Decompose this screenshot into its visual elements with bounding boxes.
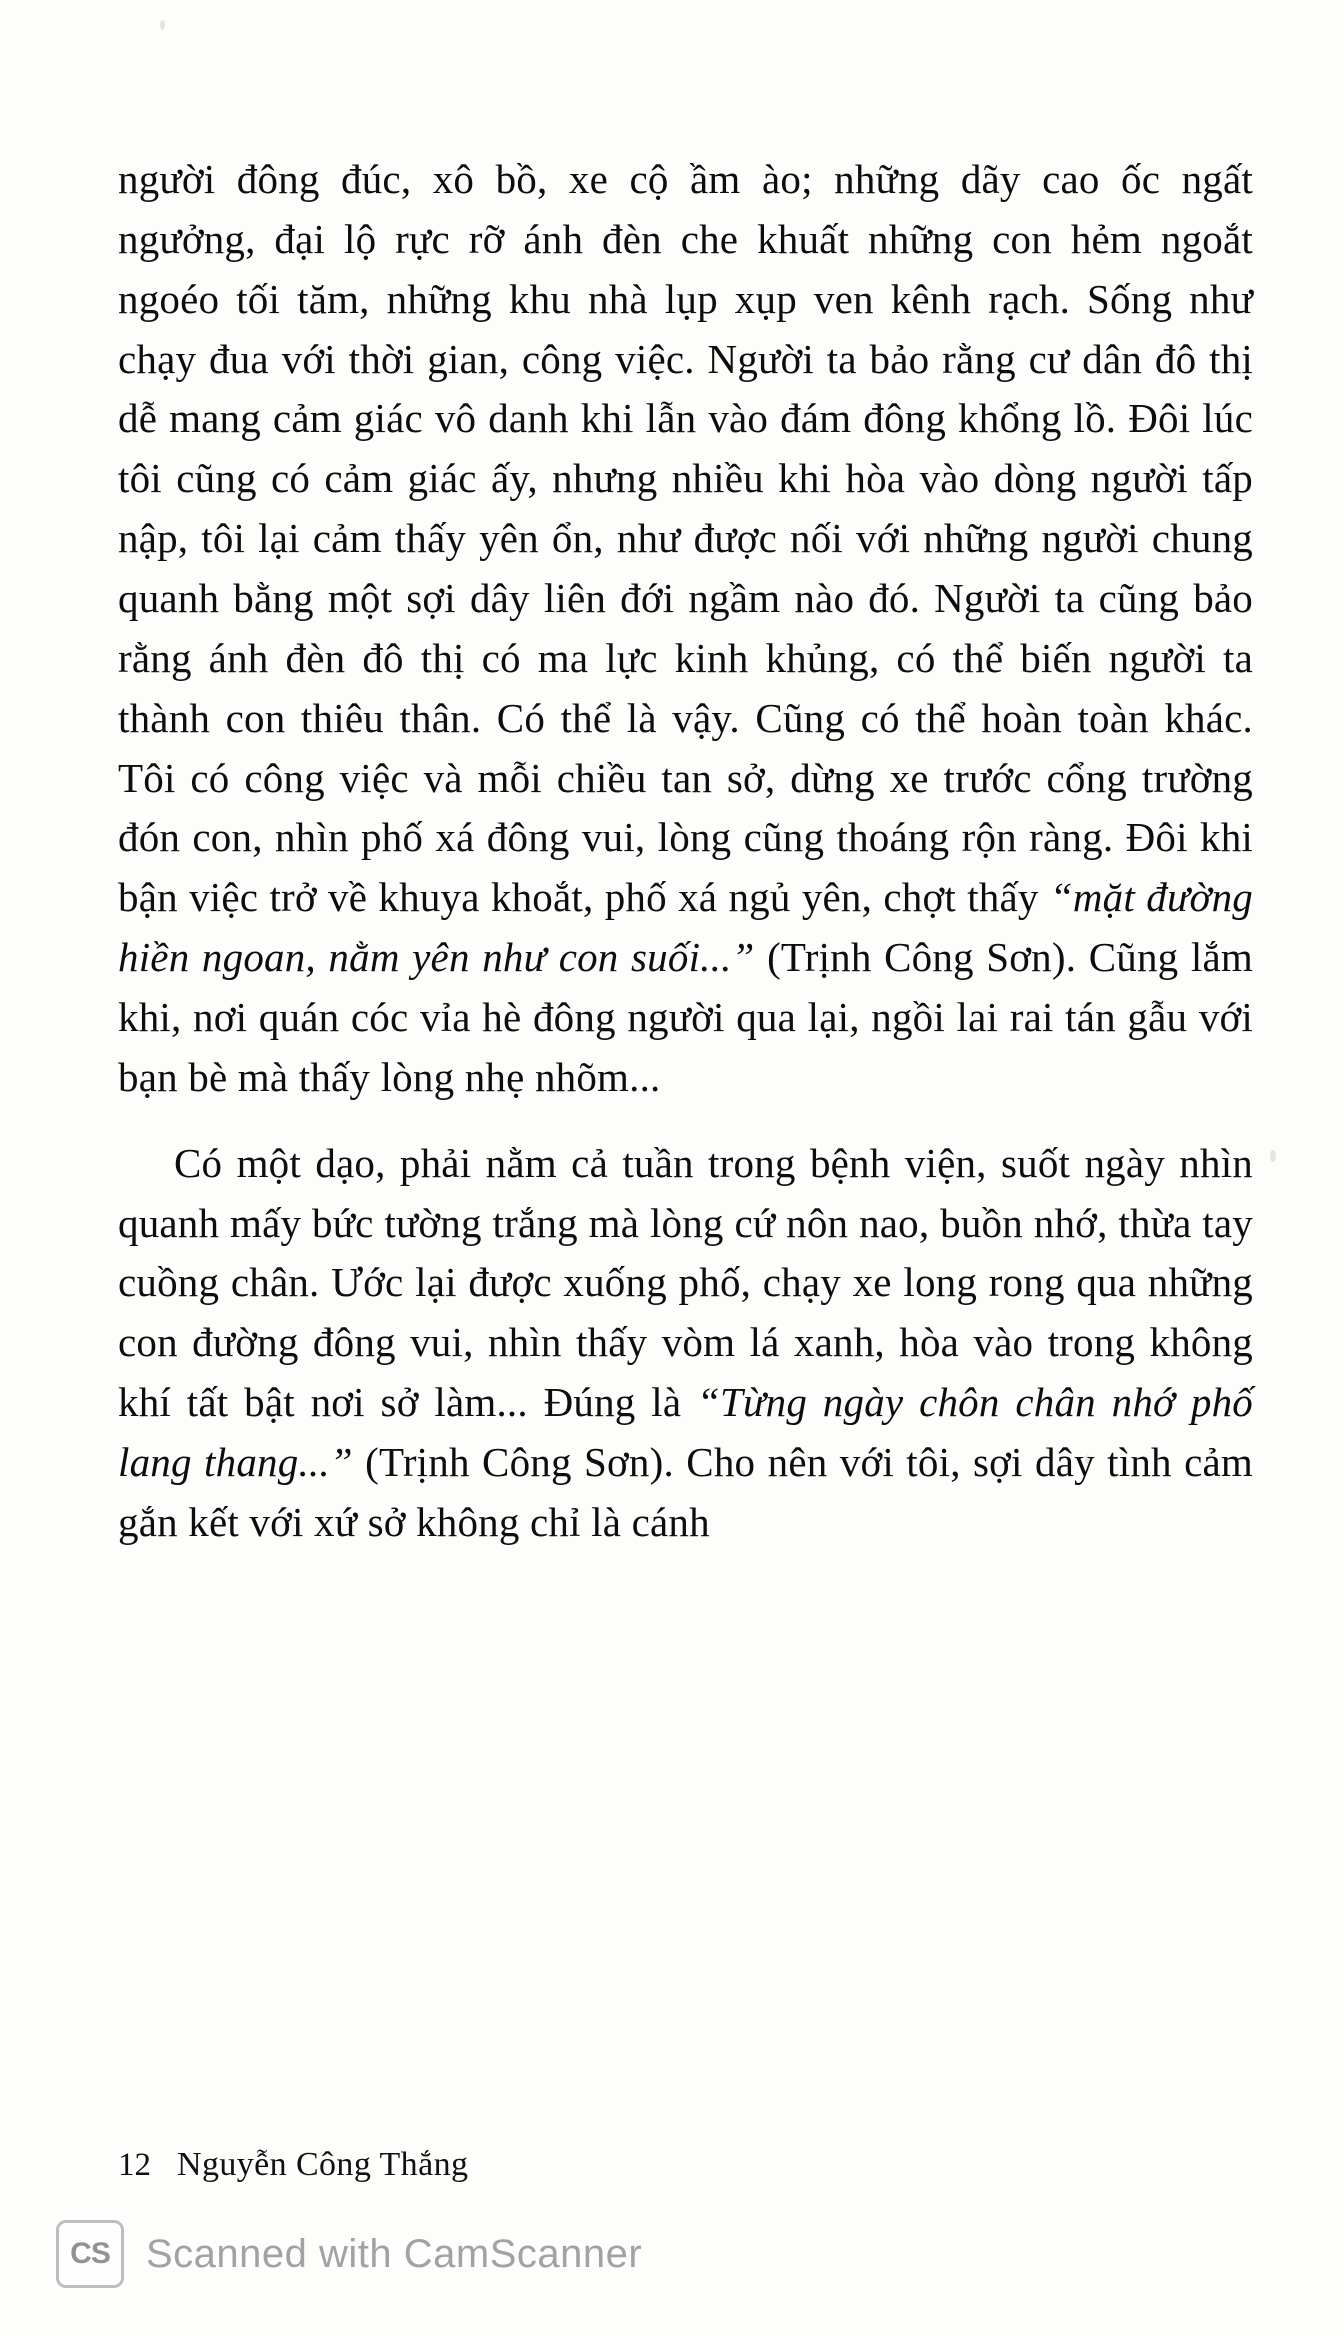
page-footer bbox=[118, 2146, 468, 2184]
paragraph-2-text-after: (Trịnh Công Sơn). Cho nên với tôi, sợi dây tình cảm gắn kết với xứ sở không chỉ là cánh bbox=[118, 1439, 1253, 1545]
page-number: 12 bbox=[118, 2147, 151, 2183]
paragraph-1-text: người đông đúc, xô bồ, xe cộ ầm ào; những dãy cao ốc ngất ngưởng, đại lộ rực rỡ ánh đèn che khuất những con hẻm ngoắt ngoéo tối tăm, những khu nhà lụp xụp ven kênh rạch. Sống như chạy đua với thời gian, công việc. Người ta bảo rằng cư dân đô thị dễ mang cảm giác vô danh khi lẫn vào đám đông khổng lồ. Đôi lúc tôi cũng có cảm giác ấy, nhưng nhiều khi hòa vào dòng người tấp nập, tôi lại cảm thấy yên ổn, như được nối với những người chung quanh bằng một sợi dây liên đới ngầm nào đó. Người ta cũng bảo rằng ánh đèn đô thị có ma lực kinh khủng, có thể biến người ta thành con thiêu thân. Có thể là vậy. Cũng có thể hoàn toàn khác. Tôi có công việc và mỗi chiều tan sở, dừng xe trước cổng trường đón con, nhìn phố xá đông vui, lòng cũng thoáng rộn ràng. Đôi khi bận việc trở về khuya khoắt, phố xá ngủ yên, chợt thấy bbox=[118, 156, 1253, 921]
paragraph-2-quote: “Từng ngày chôn chân nhớ phố lang thang...” bbox=[118, 1379, 1253, 1486]
scan-speck bbox=[1270, 1150, 1276, 1162]
paragraph-2 bbox=[118, 1134, 1253, 1553]
camscanner-watermark bbox=[56, 2220, 642, 2288]
paragraph-1-text-after: (Trịnh Công Sơn). Cũng lắm khi, nơi quán cóc vỉa hè đông người qua lại, ngồi lai rai tán gẫu với bạn bè mà thấy lòng nhẹ nhõm... bbox=[118, 934, 1253, 1100]
camscanner-logo-icon: CS bbox=[56, 2220, 124, 2288]
camscanner-label: Scanned with CamScanner bbox=[146, 2231, 643, 2276]
running-head-author: Nguyễn Công Thắng bbox=[177, 2146, 469, 2183]
paragraph-1-quote: “mặt đường hiền ngoan, nằm yên như con suối...” bbox=[118, 874, 1253, 981]
paragraph-2-text: Có một dạo, phải nằm cả tuần trong bệnh viện, suốt ngày nhìn quanh mấy bức tường trắng mà lòng cứ nôn nao, buồn nhớ, thừa tay cuồng chân. Ước lại được xuống phố, chạy xe long rong qua những con đường đông vui, nhìn thấy vòm lá xanh, hòa vào trong không khí tất bật nơi sở làm... Đúng là bbox=[118, 1139, 1253, 1426]
paragraph-1 bbox=[118, 150, 1253, 1108]
scan-speck bbox=[160, 20, 165, 30]
page-body bbox=[118, 150, 1253, 1553]
